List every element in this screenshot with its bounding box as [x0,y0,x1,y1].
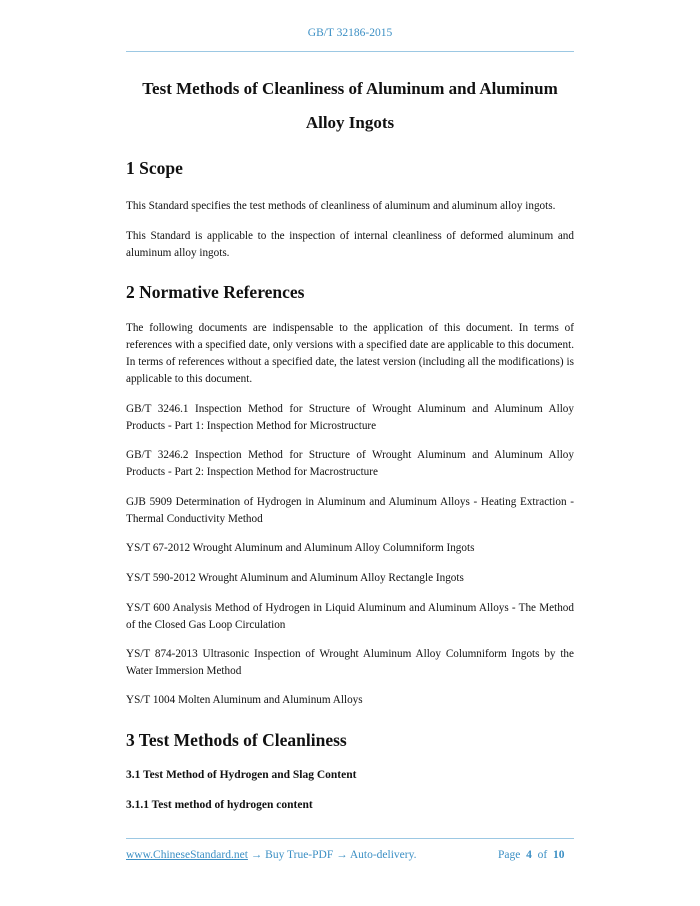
reference-item: YS/T 590-2012 Wrought Aluminum and Aluminum Alloy Rectangle Ingots [126,572,464,584]
section-heading-scope: 1 Scope [126,158,183,178]
document-title-line-1: Test Methods of Cleanliness of Aluminum and Aluminum [142,79,558,98]
reference-item: YS/T 1004 Molten Aluminum and Aluminum Alloys [126,694,363,706]
page-current: 4 [526,849,532,861]
page-total: 10 [552,849,565,861]
subsection-heading-3-1: 3.1 Test Method of Hydrogen and Slag Content [126,769,357,781]
scope-paragraph-1: This Standard specifies the test methods of cleanliness of aluminum and aluminum alloy ingots. [126,200,556,212]
normative-intro-paragraph: The following documents are indispensable to the application of this document. In terms of references with a specified date, only versions with a specified date are applicable to this document. In terms of references without a specified date, the latest version (including all the modifications) is applicable to this document. [126,322,574,385]
document-title-line-2: Alloy Ingots [305,113,395,132]
footer-rule [126,838,574,839]
section-heading-normative-references: 2 Normative References [126,282,305,302]
header-rule [126,51,574,52]
subsection-heading-3-1-1: 3.1.1 Test method of hydrogen content [126,799,313,811]
reference-item: GJB 5909 Determination of Hydrogen in Aluminum and Aluminum Alloys - Heating Extraction - Thermal Conductivity Method [126,496,574,525]
scope-paragraph-2: This Standard is applicable to the inspection of internal cleanliness of deformed aluminum and aluminum alloy ingots. [126,230,574,259]
section-heading-test-methods: 3 Test Methods of Cleanliness [126,730,347,750]
page-indicator [498,849,564,861]
reference-item: YS/T 67-2012 Wrought Aluminum and Aluminum Alloy Columniform Ingots [126,542,475,554]
reference-item: GB/T 3246.1 Inspection Method for Structure of Wrought Aluminum and Aluminum Alloy Products - Part 1: Inspection Method for Microstructure [126,403,574,432]
running-header: GB/T 32186-2015 [307,27,393,39]
page-label: Page [498,849,521,861]
footer-site-link[interactable]: www.ChineseStandard.net [126,849,248,861]
footer-promo[interactable] [126,849,416,861]
page-of: of [537,849,548,861]
footer-promo-text: → Buy True-PDF → Auto-delivery. [247,849,417,861]
reference-item: GB/T 3246.2 Inspection Method for Structure of Wrought Aluminum and Aluminum Alloy Products - Part 2: Inspection Method for Macrostructure [126,449,574,478]
reference-item: YS/T 600 Analysis Method of Hydrogen in Liquid Aluminum and Aluminum Alloys - The Method of the Closed Gas Loop Circulation [126,602,574,631]
reference-item: YS/T 874-2013 Ultrasonic Inspection of Wrought Aluminum Alloy Columniform Ingots by the Water Immersion Method [126,648,574,677]
